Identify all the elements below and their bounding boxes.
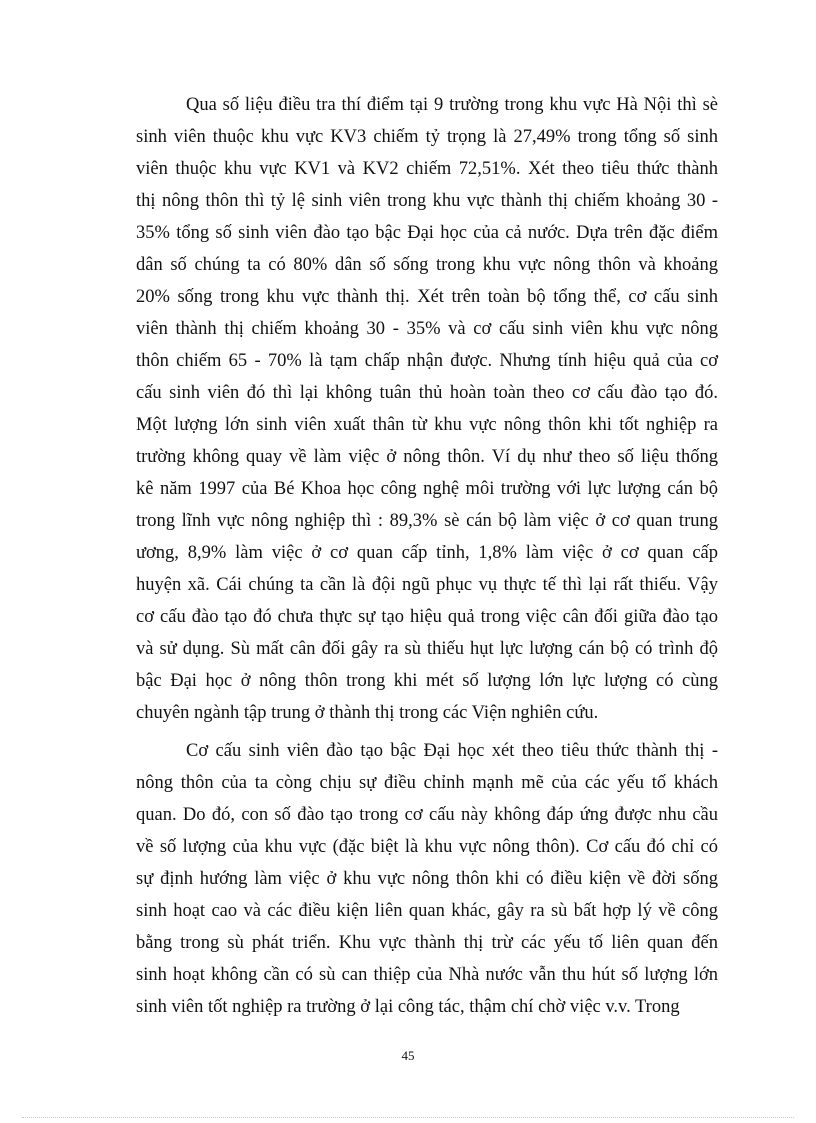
paragraph-line: về số lượng của khu vực (đặc biệt là khu vực nông thôn). Cơ cấu đó chỉ có: [136, 837, 718, 857]
paragraph-line: thôn chiếm 65 - 70% là tạm chấp nhận được. Nhưng tính hiệu quả của cơ: [136, 351, 718, 371]
paragraph-line: huyện xã. Cái chúng ta cần là đội ngũ phục vụ thực tế thì lại rất thiếu. Vậy: [136, 575, 718, 595]
paragraph-line: Một lượng lớn sinh viên xuất thân từ khu vực nông thôn khi tốt nghiệp ra: [136, 415, 718, 435]
paragraph-line: thị nông thôn thì tỷ lệ sinh viên trong khu vực thành thị chiếm khoảng 30 -: [136, 191, 718, 211]
paragraph-line: bằng trong sù phát triển. Khu vực thành thị trừ các yếu tố liên quan đến: [136, 933, 718, 953]
paragraph-line: 35% tổng số sinh viên đào tạo bậc Đại học của cả nước. Dựa trên đặc điểm: [136, 223, 718, 243]
paragraph-line: Qua số liệu điều tra thí điểm tại 9 trường trong khu vực Hà Nội thì sè: [186, 95, 718, 115]
page-bottom-divider: [22, 1117, 794, 1118]
paragraph-line: viên thuộc khu vực KV1 và KV2 chiếm 72,51%. Xét theo tiêu thức thành: [136, 159, 718, 179]
paragraph-line: sự định hướng làm việc ở khu vực nông thôn khi có điều kiện về đời sống: [136, 869, 718, 889]
paragraph-line: sinh hoạt cao và các điều kiện liên quan khác, gây ra sù bất hợp lý về công: [136, 901, 718, 921]
paragraph-line: trường không quay về làm việc ở nông thôn. Ví dụ như theo số liệu thống: [136, 447, 718, 467]
paragraph-line: bậc Đại học ở nông thôn trong khi mét số lượng lớn lực lượng có cùng: [136, 671, 718, 691]
paragraph-line: chuyên ngành tập trung ở thành thị trong các Viện nghiên cứu.: [136, 703, 599, 723]
paragraph-line: nông thôn của ta còng chịu sự điều chỉnh mạnh mẽ của các yếu tố khách: [136, 773, 718, 793]
paragraph-line: kê năm 1997 của Bé Khoa học công nghệ môi trường với lực lượng cán bộ: [136, 479, 718, 499]
paragraph-line: và sử dụng. Sù mất cân đối gây ra sù thiếu hụt lực lượng cán bộ có trình độ: [136, 639, 718, 659]
paragraph-line: trong lĩnh vực nông nghiệp thì : 89,3% sè cán bộ làm việc ở cơ quan trung: [136, 511, 718, 531]
page-number: 45: [401, 1048, 415, 1063]
paragraph-line: viên thành thị chiếm khoảng 30 - 35% và cơ cấu sinh viên khu vực nông: [136, 319, 718, 339]
paragraph-line: dân số chúng ta có 80% dân số sống trong khu vực nông thôn và khoảng: [136, 255, 718, 275]
paragraph-line: 20% sống trong khu vực thành thị. Xét trên toàn bộ tổng thể, cơ cấu sinh: [136, 287, 718, 307]
paragraph-line: quan. Do đó, con số đào tạo trong cơ cấu này không đáp ứng được nhu cầu: [136, 805, 718, 825]
paragraph-line: sinh viên tốt nghiệp ra trường ở lại công tác, thậm chí chờ việc v.v. Trong: [136, 997, 680, 1017]
paragraph-line: ương, 8,9% làm việc ở cơ quan cấp tỉnh, 1,8% làm việc ở cơ quan cấp: [136, 543, 718, 563]
paragraph-line: Cơ cấu sinh viên đào tạo bậc Đại học xét theo tiêu thức thành thị -: [186, 741, 718, 761]
paragraph-line: sinh viên thuộc khu vực KV3 chiếm tỷ trọng là 27,49% trong tổng số sinh: [136, 127, 718, 147]
paragraph-line: cấu sinh viên đó thì lại không tuân thủ hoàn toàn theo cơ cấu đào tạo đó.: [136, 383, 718, 403]
paragraph-line: sinh hoạt không cần có sù can thiệp của Nhà nước vẫn thu hút số lượng lớn: [136, 965, 718, 985]
paragraph-line: cơ cấu đào tạo đó chưa thực sự tạo hiệu quả trong việc cân đối giữa đào tạo: [136, 607, 718, 627]
